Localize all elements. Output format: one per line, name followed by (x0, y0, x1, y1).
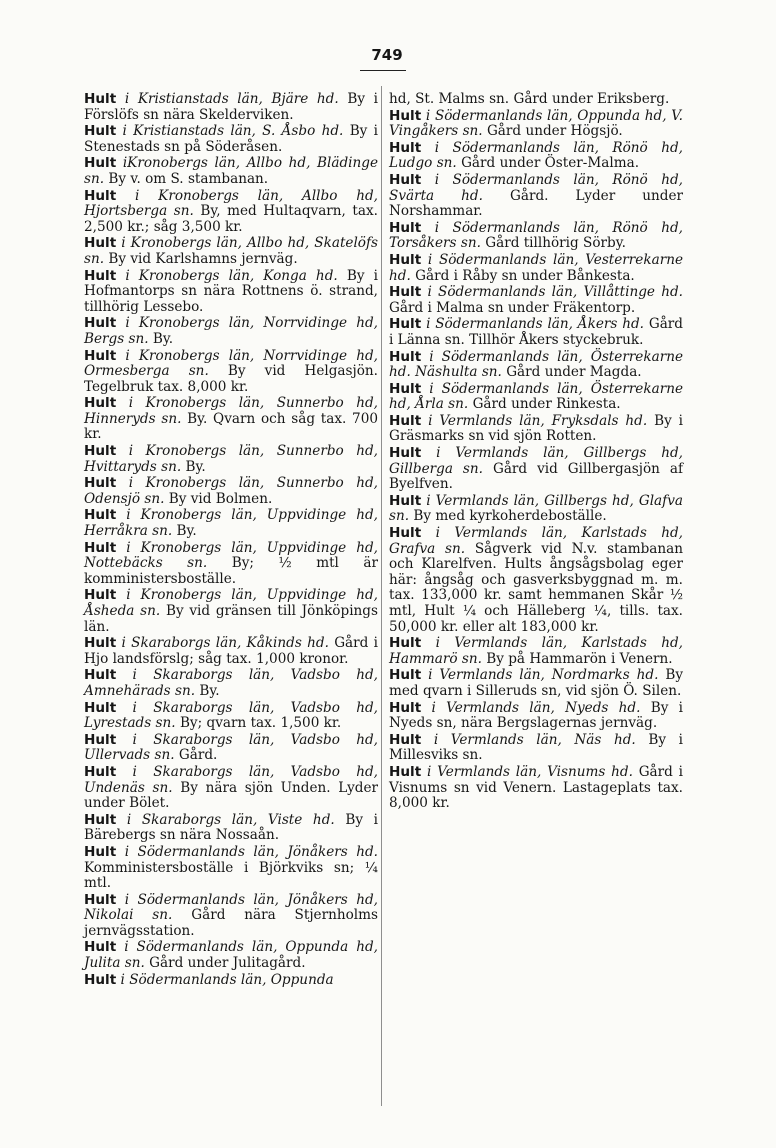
gazetteer-entry (84, 701, 378, 732)
gazetteer-entry (84, 893, 378, 940)
entry-text: Gård i Råby sn under Bånkesta. (415, 267, 635, 284)
gazetteer-entry (84, 845, 378, 892)
gazetteer-entry (84, 349, 378, 396)
entry-headword: Hult (389, 699, 422, 716)
entry-text: Gård i Hjo landsförslg; såg tax. 1,000 kronor. (84, 635, 378, 667)
entry-headword: Hult (84, 539, 117, 556)
entry-headword: Hult (84, 891, 117, 908)
entry-headword: Hult (84, 587, 117, 604)
entry-location: i Kronobergs län, Norrvidinge hd, Ormesberga sn. (84, 347, 378, 380)
gazetteer-entry (389, 668, 683, 699)
gazetteer-entry (84, 189, 378, 236)
entry-location: i Kronobergs län, Norrvidinge hd, Bergs sn. (84, 315, 378, 347)
entry-headword: Hult (389, 219, 422, 236)
entry-text: By v. om S. stambanan. (108, 170, 269, 187)
entry-headword: Hult (389, 412, 422, 429)
gazetteer-entry (389, 526, 683, 635)
entry-location: i Vermlands län, Näs hd. (433, 731, 636, 748)
entry-text: By. (199, 682, 220, 699)
entry-text: Gård under Öster-Malma. (461, 155, 640, 172)
entry-headword: Hult (84, 395, 117, 412)
entry-text: By i Hofmantorps sn nära Rottnens ö. strand, tillhörig Lessebo. (84, 267, 378, 315)
entry-location: i Kronobergs län, Allbo hd, Skatelöfs sn. (84, 235, 378, 267)
entry-text: By vid Helgasjön. Tegelbruk tax. 8,000 kr. (84, 363, 378, 395)
gazetteer-entry (84, 636, 378, 667)
entry-location: i Kronobergs län, Uppvidinge hd, Nottebäcks sn. (84, 539, 378, 572)
entry-location: i Södermanlands län, Jönåkers hd, Nikolai sn. (84, 891, 378, 924)
entry-location: i Södermanlands län, Rönö hd, Torsåkers sn. (389, 219, 683, 252)
entry-location: i Kronobergs län, Konga hd. (125, 267, 338, 284)
entry-headword: Hult (84, 347, 117, 364)
entry-headword: Hult (84, 187, 117, 204)
entry-text: Gård i Visnums sn vid Venern. Lastageplats tax. 8,000 kr. (389, 763, 683, 812)
gazetteer-entry (389, 636, 683, 667)
entry-headword: Hult (389, 667, 422, 684)
gazetteer-entry (389, 141, 683, 172)
entry-headword: Hult (84, 731, 117, 748)
entry-location: i Skaraborgs län, Vadsbo hd, Ullervads sn. (84, 731, 378, 764)
entry-headword: Hult (84, 843, 117, 860)
entry-text: By; ½ mtl är komministersboställe. (84, 555, 379, 587)
gazetteer-entry (389, 494, 683, 525)
entry-text: By nära sjön Unden. Lyder under Bölet. (84, 779, 379, 812)
entry-text: Gård under Högsjö. (486, 123, 623, 140)
right-column (389, 92, 683, 813)
entry-text: By i Förslöfs sn nära Skelderviken. (84, 91, 378, 123)
gazetteer-entry (389, 285, 683, 316)
entry-headword: Hult (84, 123, 117, 140)
entry-headword: Hult (84, 475, 117, 492)
entry-headword: Hult (84, 939, 117, 956)
entry-text: Gård under Eriksberg. (513, 91, 670, 107)
entry-text: By i Nyeds sn, nära Bergslagernas jernväg. (389, 699, 684, 732)
entry-text: By på Hammarön i Venern. (486, 650, 673, 667)
entry-text: By med kyrkoherdeboställe. (413, 508, 607, 525)
entry-text: By i Millesviks sn. (389, 731, 683, 764)
gazetteer-entry (389, 173, 683, 220)
gazetteer-entry (84, 396, 378, 443)
entry-location: i Vermlands län, Fryksdals hd. (428, 412, 648, 429)
entry-location: i Skaraborgs län, Kåkinds hd. (121, 635, 329, 652)
entry-headword: Hult (84, 91, 117, 107)
entry-text: Gård under Magda. (506, 364, 642, 381)
header-rule (360, 70, 406, 71)
entry-headword: Hult (84, 635, 117, 652)
gazetteer-entry (84, 733, 378, 764)
entry-location: i Södermanlands län, Oppunda hd, Julita sn. (84, 939, 378, 972)
gazetteer-entry (389, 109, 683, 140)
entry-headword: Hult (389, 763, 422, 780)
entry-text: Sågverk vid N.v. stambanan och Klarelfven. Hults ångsågsbolag eger här: ångsåg och gasverksbyggnad m. m. tax. 133,000 kr. samt hemmanen Skår ½ mtl, Hult ¼ och Hälleberg ¼, tills. tax. 50,000 kr. eller alt 183,000 kr. (389, 540, 684, 635)
gazetteer-entry (389, 382, 683, 413)
entry-headword: Hult (389, 284, 422, 301)
entry-text: By. Qvarn och såg tax. 700 kr. (84, 410, 378, 443)
entry-location: i Skaraborgs län, Vadsbo hd, Lyrestads sn. (84, 699, 378, 732)
entry-text: By i Stenestads sn på Söderåsen. (84, 123, 379, 155)
gazetteer-entry (84, 940, 378, 971)
right-entries (389, 109, 683, 812)
entry-headword: Hult (84, 971, 117, 988)
entry-text: By med qvarn i Silleruds sn, vid sjön Ö. Silen. (389, 667, 684, 699)
entry-location: i Skaraborgs län, Viste hd. (126, 811, 335, 828)
entry-location: i Södermanlands län, Österrekarne hd. Näshulta sn. (389, 348, 683, 381)
gazetteer-entry (389, 253, 683, 284)
entry-text: Gård tillhörig Sörby. (485, 235, 626, 252)
entry-location: i Vermlands län, Visnums hd. (427, 763, 633, 780)
entry-text: By vid Bolmen. (168, 490, 273, 507)
gazetteer-entry (389, 733, 683, 764)
gazetteer-entry (84, 588, 378, 635)
entry-headword: Hult (389, 380, 422, 397)
entry-location: i Södermanlands län, Oppunda hd, V. Vingåkers sn. (389, 107, 683, 140)
gazetteer-entry (84, 156, 378, 187)
gazetteer-entry (84, 236, 378, 267)
entry-location: i Kronobergs län, Uppvidinge hd, Herråkra sn. (84, 507, 378, 540)
entry-text: Gård i Malma sn under Fräkentorp. (389, 299, 636, 316)
gazetteer-entry (389, 221, 683, 252)
entry-headword: Hult (389, 492, 422, 509)
entry-text: By i Bärebergs sn nära Nossaån. (84, 811, 378, 844)
entry-headword: Hult (389, 251, 422, 268)
entry-location: i Vermlands län, Nyeds hd. (431, 699, 641, 716)
entry-headword: Hult (84, 315, 117, 332)
entry-location: i Vermlands län, Karlstads hd, Grafva sn. (389, 525, 683, 557)
gazetteer-entry (84, 668, 378, 699)
gazetteer-entry (84, 124, 378, 155)
entry-headword: Hult (389, 316, 422, 333)
entry-headword: Hult (389, 731, 422, 748)
entry-location: i Södermanlands län, Oppunda (120, 971, 334, 988)
gazetteer-entry (84, 508, 378, 539)
entry-text: Gård. (178, 747, 218, 764)
entry-location: i Kronobergs län, Allbo hd, Hjortsberga sn. (84, 187, 378, 220)
entry-headword: Hult (389, 525, 422, 542)
entry-location: i Södermanlands län, Vesterrekarne hd. (389, 251, 683, 284)
gazetteer-entry (389, 701, 683, 732)
entry-headword: Hult (389, 139, 422, 156)
entry-location: iKronobergs län, Allbo hd, Blädinge sn. (84, 155, 378, 187)
entry-text: By vid gränsen till Jönköpings län. (84, 603, 378, 635)
entry-text: By. (152, 330, 174, 347)
entry-text: By; qvarn tax. 1,500 kr. (179, 715, 342, 732)
entry-text: By. (185, 458, 206, 475)
gazetteer-entry (389, 350, 683, 381)
entry-headword: Hult (84, 235, 117, 252)
gazetteer-entry (84, 269, 378, 316)
gazetteer-entry (84, 444, 378, 475)
entry-location: i Kristianstads län, Bjäre hd. (124, 91, 339, 107)
gazetteer-entry (84, 316, 378, 347)
entry-text: Gård under Rinkesta. (472, 396, 621, 413)
left-column (84, 92, 378, 989)
gazetteer-entry (389, 317, 683, 348)
entry-location: i Kronobergs län, Sunnerbo hd, Hvittaryds sn. (84, 443, 378, 475)
entry-headword: Hult (84, 155, 117, 172)
entry-headword: Hult (389, 348, 422, 365)
gazetteer-entry (84, 973, 378, 989)
gazetteer-entry (84, 765, 378, 812)
entry-location: i Södermanlands län, Åkers hd. (426, 316, 644, 333)
entry-headword: Hult (84, 811, 117, 828)
entry-location: i Vermlands län, Gillbergs hd, Gillberga sn. (389, 445, 683, 477)
entry-text: Gård vid Gillbergasjön af Byelfven. (389, 460, 684, 493)
gazetteer-entry (389, 446, 683, 493)
entry-headword: Hult (84, 667, 117, 684)
entry-text: By. (176, 523, 197, 540)
entry-location: i Vermlands län, Gillbergs hd, Glafva sn. (389, 492, 683, 525)
entry-location: i Södermanlands län, Jönåkers hd. (124, 843, 378, 860)
entry-location: i Södermanlands län, Rönö hd, Svärta hd. (389, 171, 683, 204)
entry-headword: Hult (84, 443, 117, 460)
entry-headword: Hult (389, 445, 422, 462)
entry-location: hd, St. Malms sn. (389, 91, 510, 107)
entry-headword: Hult (389, 635, 422, 652)
entry-location: i Vermlands län, Karlstads hd, Hammarö sn. (389, 635, 683, 667)
entry-headword: Hult (84, 267, 117, 284)
entry-text: By, med Hultaqvarn, tax. 2,500 kr.; såg 3,500 kr. (84, 203, 378, 235)
gazetteer-entry (84, 541, 378, 588)
entry-headword: Hult (84, 507, 117, 524)
entry-headword: Hult (84, 699, 117, 716)
entry-headword: Hult (389, 171, 422, 188)
gazetteer-entry (389, 765, 683, 812)
entry-headword: Hult (389, 107, 422, 124)
entry-location: i Kronobergs län, Uppvidinge hd, Åsheda sn. (84, 587, 378, 619)
column-divider (381, 86, 382, 1106)
entry-location: i Södermanlands län, Villåttinge hd. (427, 284, 683, 301)
entry-location: i Södermanlands län, Rönö hd, Ludgo sn. (389, 139, 683, 172)
entry-text: Gård nära Stjernholms jernvägsstation. (84, 907, 378, 939)
gazetteer-entry (84, 813, 378, 844)
entry-text: Gård i Länna sn. Tillhör Åkers styckebruk. (389, 316, 684, 348)
continued-entry (389, 92, 683, 108)
entry-headword: Hult (84, 763, 117, 780)
gazetteer-entry (389, 414, 683, 445)
entry-location: i Södermanlands län, Österrekarne hd, Årla sn. (389, 380, 683, 413)
page-number: 749 (371, 46, 403, 64)
entry-text: Gård. Lyder under Norshammar. (389, 187, 683, 220)
entry-location: i Skaraborgs län, Vadsbo hd, Undenäs sn. (84, 763, 378, 796)
entry-location: i Skaraborgs län, Vadsbo hd, Amnehärads sn. (84, 667, 378, 699)
entry-location: i Vermlands län, Nordmarks hd. (428, 667, 659, 684)
entry-text: Gård under Julitagård. (149, 955, 306, 972)
gazetteer-entry (84, 92, 378, 123)
entry-text: By vid Karlshamns jernväg. (108, 250, 298, 267)
entry-text: By i Gräsmarks sn vid sjön Rotten. (389, 412, 684, 445)
gazetteer-entry (84, 476, 378, 507)
entry-location: i Kronobergs län, Sunnerbo hd, Hinneryds sn. (84, 395, 378, 427)
entry-location: i Kronobergs län, Sunnerbo hd, Odensjö sn. (84, 475, 378, 507)
entry-location: i Kristianstads län, S. Åsbo hd. (122, 123, 344, 140)
entry-text: Komministersboställe i Björkviks sn; ¼ mtl. (84, 859, 378, 892)
